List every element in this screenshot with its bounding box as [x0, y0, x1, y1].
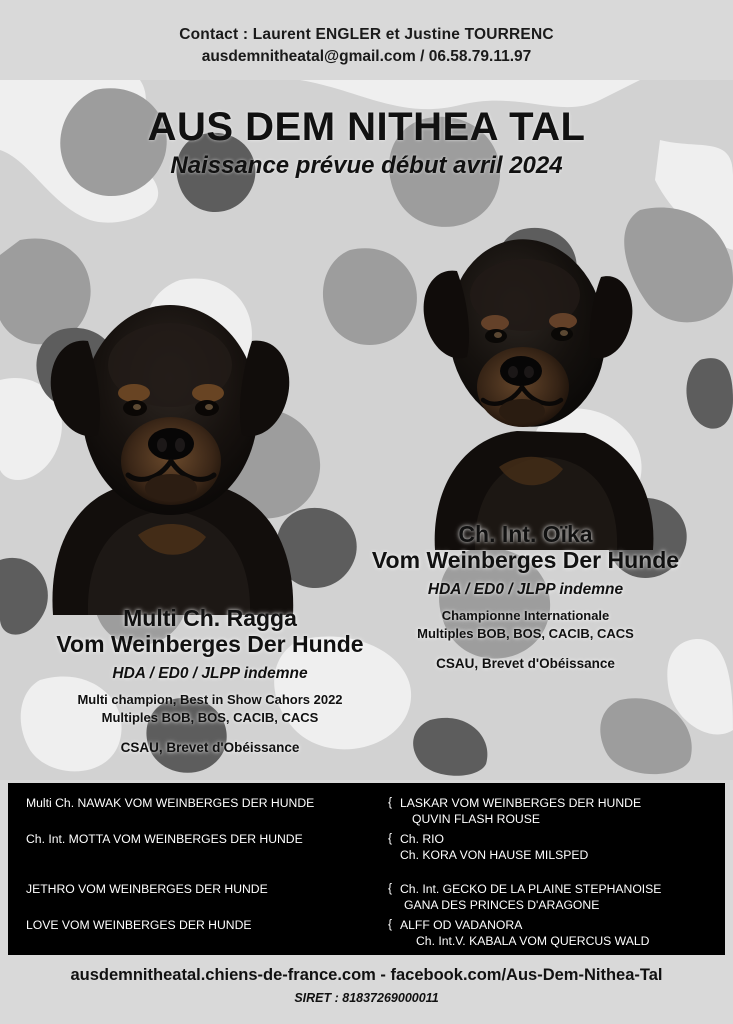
pedigree-grandparent-1: Ch. Int. GECKO DE LA PLAINE STEPHANOISE: [400, 882, 662, 896]
brace-icon: {: [388, 881, 393, 895]
brace-icon: {: [388, 917, 393, 931]
pedigree-row: [8, 795, 725, 828]
pedigree-grandparent-2: GANA DES PRINCES D'ARAGONE: [404, 898, 600, 913]
dog-titles-line2: Multiples BOB, BOS, CACIB, CACS: [101, 710, 319, 726]
pedigree-parent: JETHRO VOM WEINBERGES DER HUNDE: [26, 882, 268, 896]
pedigree-grandparents: [400, 881, 725, 914]
pedigree-parent: Multi Ch. NAWAK VOM WEINBERGES DER HUNDE: [26, 796, 315, 810]
pedigree-grandparent-1: LASKAR VOM WEINBERGES DER HUNDE: [400, 796, 642, 810]
dog-health-results: HDA / ED0 / JLPP indemne: [427, 580, 624, 598]
pedigree-row: [8, 831, 725, 864]
dog-titles-line1: Championne Internationale: [441, 607, 610, 623]
dog-titles-line2: Multiples BOB, BOS, CACIB, CACS: [417, 626, 634, 642]
dog-photo-ragga: [18, 245, 318, 615]
dog-caption-ragga: [0, 606, 420, 755]
dog-extra-titles: CSAU, Brevet d'Obéissance: [120, 740, 300, 756]
dog-name-line1: Multi Ch. Ragga: [123, 605, 297, 631]
dog-titles-line1: Multi champion, Best in Show Cahors 2022: [77, 691, 343, 707]
dog-extra-titles: CSAU, Brevet d'Obéissance: [436, 656, 615, 672]
pedigree-row: [8, 881, 725, 914]
dog-name-line2: Vom Weinberges Der Hunde: [56, 630, 364, 657]
brace-icon: {: [388, 795, 393, 809]
footer-websites[interactable]: ausdemnitheatal.chiens-de-france.com - facebook.com/Aus-Dem-Nithea-Tal: [70, 966, 663, 984]
contact-names: Contact : Laurent ENGLER et Justine TOURRENC: [179, 26, 554, 43]
pedigree-parent: LOVE VOM WEINBERGES DER HUNDE: [26, 918, 252, 932]
litter-date-note: Naissance prévue début avril 2024: [170, 152, 563, 179]
pedigree-grandparent-1: ALFF OD VADANORA: [400, 918, 523, 932]
pedigree-grandparent-2: Ch. KORA VON HAUSE MILSPED: [400, 848, 589, 863]
dog-photo-oika: [395, 205, 675, 550]
pedigree-grandparents: [400, 917, 725, 950]
pedigree-grandparent-2: Ch. Int.V. KABALA VOM QUERCUS WALD: [416, 934, 650, 949]
dog-name-line2: Vom Weinberges Der Hunde: [371, 546, 680, 573]
pedigree-parent: Ch. Int. MOTTA VOM WEINBERGES DER HUNDE: [26, 832, 303, 846]
pedigree-grandparents: [400, 831, 725, 864]
dog-name-line1: Ch. Int. Oïka: [458, 521, 593, 547]
footer-siret: SIRET : 81837269000011: [294, 991, 439, 1005]
footer: [0, 955, 733, 1024]
page-title: AUS DEM NITHEA TAL: [147, 105, 586, 149]
pedigree-row: [8, 917, 725, 950]
pedigree-grandparent-1: Ch. RIO: [400, 832, 445, 846]
dog-health-results: HDA / ED0 / JLPP indemne: [112, 664, 308, 682]
pedigree-panel: [8, 783, 725, 955]
brace-icon: {: [388, 831, 393, 845]
pedigree-grandparents: [400, 795, 725, 828]
contact-email-phone: ausdemnitheatal@gmail.com / 06.58.79.11.97: [201, 48, 532, 65]
pedigree-grandparent-2: QUVIN FLASH ROUSE: [412, 812, 540, 827]
contact-header: [0, 0, 733, 80]
